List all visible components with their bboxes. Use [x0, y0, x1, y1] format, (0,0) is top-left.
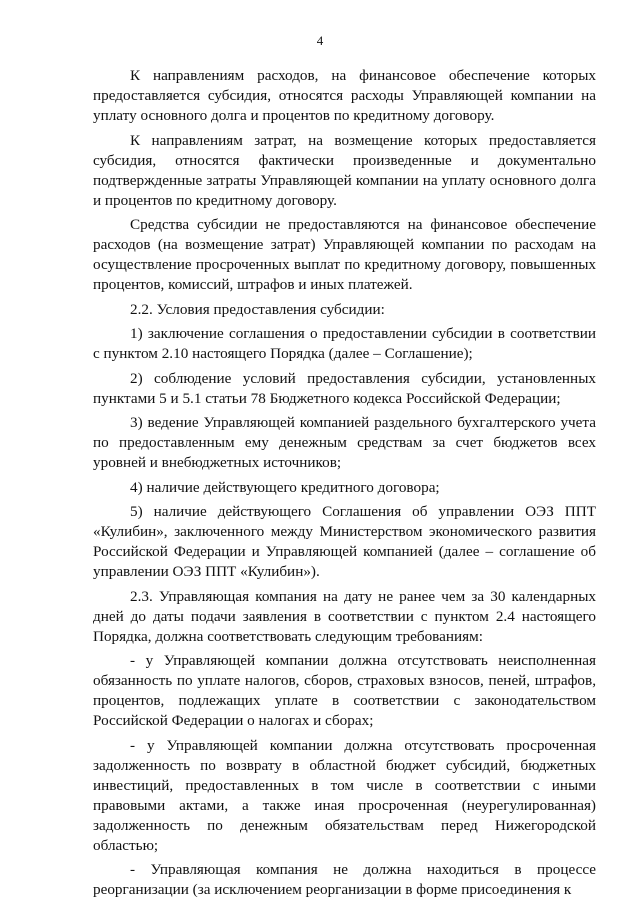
paragraph-cost-directions: К направлениям затрат, на возмещение которых предоставляется субсидия, относятся фактически произведенные и документально подтвержденные затраты Управляющей компании на уплату основного долга и процентов по кредитному договору.: [93, 131, 596, 209]
paragraph-subsidy-exclusions: Средства субсидии не предоставляются на финансовое обеспечение расходов (на возмещение затрат) Управляющей компании по расходам на осуществление просроченных выплат по кредитному договору, повышенных процентов, комиссий, штрафов и иных платежей.: [93, 216, 596, 293]
document-body: [93, 66, 596, 905]
condition-item-4: 4) наличие действующего кредитного договора;: [130, 478, 440, 496]
condition-item-3: 3) ведение Управляющей компанией раздельного бухгалтерского учета по предоставленным ему денежным средствам за счет бюджетов всех уровней и внебюджетных источников;: [93, 414, 596, 471]
section-paragraph-2-3: 2.3. Управляющая компания на дату не ранее чем за 30 календарных дней до даты подачи заявления в соответствии с пунктом 2.4 настоящего Порядка, должна соответствовать следующим требованиям:: [93, 587, 596, 645]
section-heading-2-2: 2.2. Условия предоставления субсидии:: [130, 300, 385, 318]
requirement-item-reorganization: - Управляющая компания не должна находиться в процессе реорганизации (за исключением реорганизации в форме присоединения к: [93, 861, 596, 898]
page-number: 4: [316, 33, 324, 48]
requirement-item-debt: - у Управляющей компании должна отсутствовать просроченная задолженность по возврату в областной бюджет субсидий, бюджетных инвестиций, предоставленных в том числе в соответствии с иными правовыми актами, а также иная просроченная (неурегулированная) задолженность по денежным обязательствам перед Нижегородской областью;: [93, 736, 596, 854]
condition-item-1: 1) заключение соглашения о предоставлении субсидии в соответствии с пунктом 2.10 настоящего Порядка (далее – Соглашение);: [93, 325, 596, 362]
requirement-item-taxes: - у Управляющей компании должна отсутствовать неисполненная обязанность по уплате налогов, сборов, страховых взносов, пеней, штрафов, процентов, подлежащих уплате в соответствии с законодательством Российской Федерации о налогах и сборах;: [93, 652, 596, 729]
condition-item-5: 5) наличие действующего Соглашения об управлении ОЭЗ ППТ «Кулибин», заключенного между Министерством экономического развития Российской Федерации и Управляющей компанией (далее – соглашение об управлении ОЭЗ ППТ «Кулибин»).: [93, 503, 596, 580]
condition-item-2: 2) соблюдение условий предоставления субсидии, установленных пунктами 5 и 5.1 статьи 78 Бюджетного кодекса Российской Федерации;: [93, 369, 596, 407]
paragraph-expense-directions: К направлениям расходов, на финансовое обеспечение которых предоставляется субсидия, относятся расходы Управляющей компании на уплату основного долга и процентов по кредитному договору.: [93, 67, 596, 124]
